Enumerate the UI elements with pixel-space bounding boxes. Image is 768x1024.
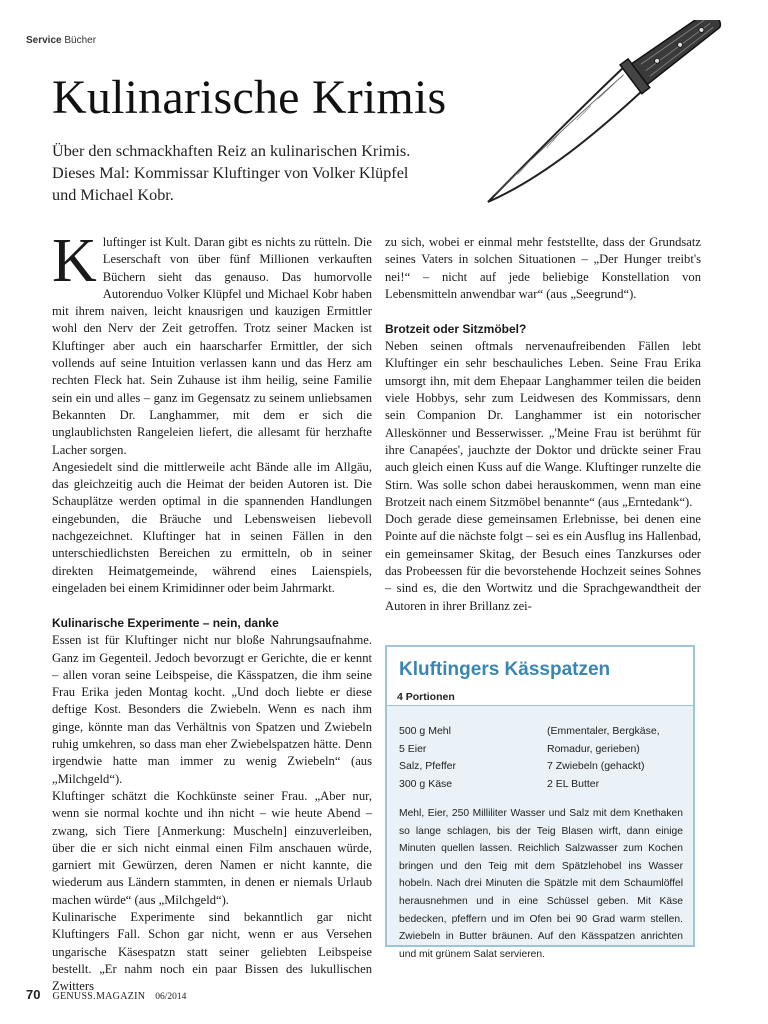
article-paragraph: Neben seinen oftmals nervenaufreibenden Fällen lebt Kluftinger ein sehr beschauliches Leben. Seine Frau Erika umsorgt ihn, mit dem Ehepaar Langhammer teilen die beiden viele Hobbys, sehr zum Leidwesen des Kommissars, denn sein Companion Dr. Langhammer ist ein notorischer Alleskönner und Besserwisser. „'Meine Frau ist berühmt für ihre Canapées', jauchzte der Doktor und drückte seiner Frau auch gleich einen Kuss auf die Wange. Kluftinger runzelte die Stirn. Was solle schon dabei herauskommen, wenn man eine Brotzeit nach einem Sitzmöbel benannte“ (aus „Erntedank“). xyxy=(385,339,701,509)
article-paragraph: Essen ist für Kluftinger nicht nur bloße Nahrungsaufnahme. Ganz im Gegenteil. Jedoch bevorzugt er Gerichte, die er kennt – allen voran seine Leibspeise, die Kässpatzen, die ihm seine Frau Erika jeden Montag kocht. „Und doch liebte er diese deftige Kost. Besonders die Zwiebeln. Wenn es nach ihm ginge, könnte man das Verhältnis von Spatzen und Zwiebeln ruhig umkehren, so dass man eher Zwiebelspatzen hätte. Denn irgendwie hatte man immer zu wenig Zwiebeln“ (aus „Milchgeld“). xyxy=(52,633,372,786)
article-paragraph: Kluftinger schätzt die Kochkünste seiner Frau. „Aber nur, wenn sie normal kochte und ihn nicht – wie heute Abend – zwang, sich Tiere [Anmerkung: Muscheln] einzuverleiben, über die er sich nicht einmal einen Film anschauen würde, garniert mit Gewürzen, deren Namen er nicht kannte, die wiederum aus Ländern stammten, in denen er niemals Urlaub machen würde“ (aus „Milchgeld“). xyxy=(52,788,372,907)
ingredient-item: 2 EL Butter xyxy=(547,777,600,790)
ingredient-item: 500 g Mehl xyxy=(399,725,451,737)
ingredient-item: Salz, Pfeffer xyxy=(399,760,457,773)
recipe-divider xyxy=(387,705,693,706)
article-paragraph: Kulinarische Experimente sind bekanntlich gar nicht Kluftingers Fall. Schon gar nicht, wenn er aus Versehen ungarische Käsespatzn statt seiner geliebten Leibspeise bestellt. „Er nahm noch ein paar Bissen des lukullischen Zwitters xyxy=(52,909,372,994)
page-title: Kulinarische Krimis xyxy=(52,71,447,124)
ingredient-item: Romadur, gerieben) xyxy=(547,742,640,755)
page-footer xyxy=(26,986,186,1004)
article-column-right xyxy=(385,234,701,615)
article-paragraph: Angesiedelt sind die mittlerweile acht Bände alle im Allgäu, das gleichzeitig auch die Heimat der beiden Autoren ist. Die Schauplätze werden optimal in die spannenden Handlungen eingebunden, die Bräuche und Lebensweisen liebevoll nachgezeichnet. Kluftinger hat in seinen Fällen in den unterschiedlichsten Bereichen zu ermitteln, ob in seiner direkten Heimatgemeinde, während eines Laienspiels, eingeladen bei einem Krimidinner oder beim Jahrmarkt. xyxy=(52,459,372,595)
ingredient-item: (Emmentaler, Bergkäse, xyxy=(547,725,660,737)
ingredient-item: 300 g Käse xyxy=(399,777,453,790)
recipe-title: Kluftingers Kässpatzen xyxy=(399,659,611,680)
article-column-left xyxy=(52,227,372,995)
section-label: Service xyxy=(26,35,62,46)
issue-number: 06/2014 xyxy=(155,992,187,1002)
knife-icon xyxy=(470,20,730,210)
drop-cap: K xyxy=(52,227,97,295)
article-paragraph: Doch gerade diese gemeinsamen Erlebnisse, bei denen eine Pointe auf die nächste folgt – sei es ein Ausflug ins Hallenbad, ein gemeinsamer Skitag, der Besuch eines Tanzkurses oder das Probeessen für die bevorstehende Hochzeit seines Sohnes – sind es, die den Wortwitz und die Sprachgewandtheit der Autoren in ihrer Brillanz zei- xyxy=(385,512,701,613)
ingredient-item: 5 Eier xyxy=(399,742,427,755)
lead-paragraph: Über den schmackhaften Reiz an kulinarischen Krimis. Dieses Mal: Kommissar Kluftinger von Volker Klüpfel und Michael Kobr. xyxy=(52,142,411,204)
subsection-label: Bücher xyxy=(64,35,97,46)
ingredient-item: 7 Zwiebeln (gehackt) xyxy=(547,760,645,773)
subheading: Kulinarische Experimente – nein, danke xyxy=(52,616,279,631)
subheading: Brotzeit oder Sitzmöbel? xyxy=(385,322,527,337)
recipe-instructions: Mehl, Eier, 250 Milliliter Wasser und Salz mit dem Knethaken so lange schlagen, bis der Teig Blasen wirft, dann einige Minuten quellen lassen. Reichlich Salzwasser zum Kochen bringen und den Teig mit dem Spätzlehobel ins Wasser hobeln. Nach drei Minuten die Spätzle mit dem Schaumlöffel herausnehmen und in eine Schüssel geben. Mit Käse bedecken, pfeffern und im Ofen bei 90 Grad warm stellen. Zwiebeln in Butter bräunen. Auf den Kässpatzen anrichten und mit grünem Salat servieren. xyxy=(399,808,683,960)
ingredients-left xyxy=(399,723,456,793)
article-paragraph: zu sich, wobei er einmal mehr feststellte, dass der Grundsatz seines Vaters in solchen Situationen – „Der Hunger treibt's nei!“ – nicht auf jede beliebige Konstellation von Lebensmitteln anwendbar war“ (aus „Seegrund“). xyxy=(385,235,701,301)
recipe-portions: 4 Portionen xyxy=(397,691,455,703)
section-header xyxy=(26,35,96,46)
article-paragraph: Kluftinger ist Kult. Daran gibt es nichts zu rütteln. Die Leserschaft von über fünf Millionen verkauften Büchern sieht das genauso. Das humorvolle Autorenduo Volker Klüpfel und Michael Kobr haben mit ihrem naiven, leicht knausrigen und kauzigen Ermittler wohl den Nerv der Zeit getroffen. Trotz seiner Macken ist Kluftinger aber auch ein haarscharfer Ermittler, der sich vollends auf seine Intuition verlassen kann und das Herz am rechten Fleck hat. Sein Zuhause ist ihm heilig, seine Familie sein ein und alles – ganz im Gegensatz zu seinem unliebsamen Bekannten Dr. Langhammer, mit dem er sich die unglaublichsten Rangeleien liefert, die allesamt für herzhafte Lacher sorgen. xyxy=(52,227,372,457)
magazine-name: GENUSS.MAGAZIN xyxy=(52,991,146,1002)
page-number: 70 xyxy=(26,987,41,1002)
recipe-box xyxy=(385,645,695,960)
ingredients-right xyxy=(547,723,660,793)
